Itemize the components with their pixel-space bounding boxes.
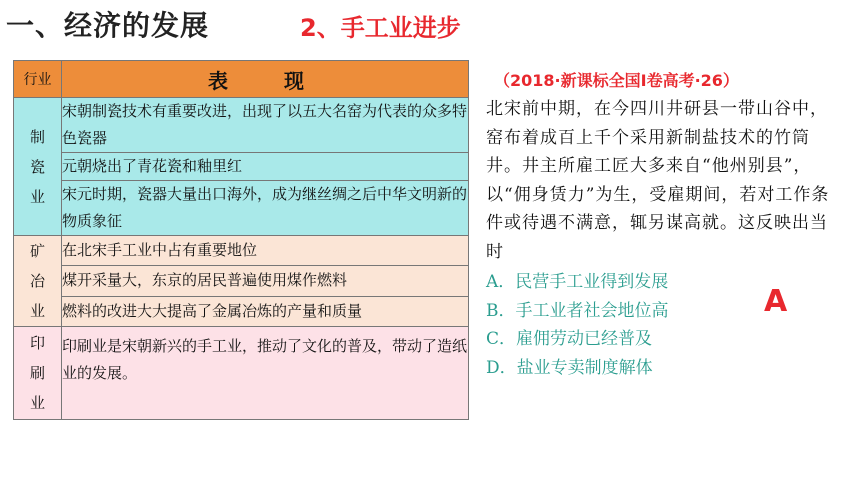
option-c: C．雇佣劳动已经普及 [486,329,653,349]
table-cell: 元朝烧出了青花瓷和釉里红 [62,153,469,181]
section-title: 一、经济的发展 [6,9,210,42]
option-d: D．盐业专卖制度解体 [486,357,653,378]
table-cell: 印刷业是宋朝新兴的手工业，推动了文化的普及，带动了造纸业的发展。 [62,327,469,420]
category-printing: 印 刷 业 [14,327,62,420]
header-industry: 行业 [14,61,62,98]
industry-table [13,60,469,420]
question-source: （2018·新课标全国Ⅰ卷高考·26） [494,71,739,90]
table-cell: 宋元时期，瓷器大量出口海外，成为继丝绸之后中华文明新的物质象征 [62,181,469,236]
category-porcelain: 制 瓷 业 [14,98,62,236]
option-a: A．民营手工业得到发展 [486,272,669,292]
question-body: 北宋前中期，在今四川井研县一带山谷中，窑布着成百上千个采用新制盐技术的竹筒井。井主所雇工匠大多来自“他州别县”，以“佣身赁力”为生，受雇期间，若对工作条件或待遇不满意，辄另谋高就。这反映出当时 [486,99,830,262]
question-options [486,268,669,382]
category-mining: 矿 冶 业 [14,236,62,327]
table-cell: 宋朝制瓷技术有重要改进，出现了以五大名窑为代表的众多特色瓷器 [62,98,469,153]
table-cell: 燃料的改进大大提高了金属冶炼的产量和质量 [62,296,469,326]
table-cell: 在北宋手工业中占有重要地位 [62,236,469,266]
subsection-title: 2、手工业进步 [300,14,461,42]
option-b: B．手工业者社会地位高 [486,300,669,321]
answer-label: A [764,284,788,319]
table-cell: 煤开采量大，东京的居民普遍使用煤作燃料 [62,266,469,296]
header-performance: 表 现 [62,61,469,98]
